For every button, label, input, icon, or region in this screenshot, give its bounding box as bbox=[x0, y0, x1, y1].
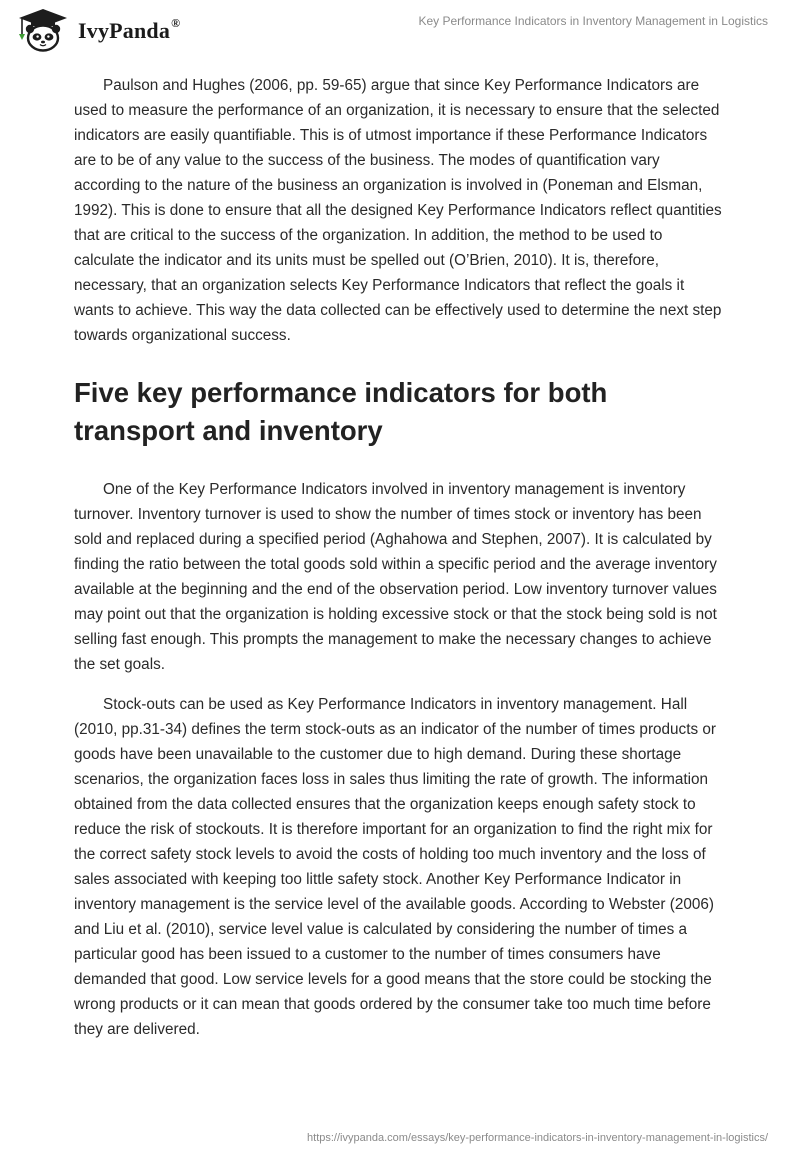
section-heading: Five key performance indicators for both transport and inventory bbox=[74, 377, 608, 446]
document-title: Key Performance Indicators in Inventory Management in Logistics bbox=[418, 14, 768, 28]
source-url[interactable]: https://ivypanda.com/essays/key-performance-indicators-in-inventory-management-in-logistics/ bbox=[307, 1132, 768, 1144]
paragraph-2: One of the Key Performance Indicators involved in inventory management is inventory turnover. Inventory turnover is used to show the number of times stock or inventory has been sold and replaced during a specified period (Aghahowa and Stephen, 2007). It is calculated by finding the ratio between the total goods sold within a specific period and the average inventory available at the beginning and the end of the observation period. Low inventory turnover values may point out that the organization is holding excessive stock or that the stock being sold is not selling fast enough. This prompts the management to make the necessary changes to achieve the set goals. bbox=[74, 481, 717, 673]
brand-name: IvyPanda® bbox=[78, 15, 181, 43]
page-header bbox=[0, 0, 800, 60]
essay-body bbox=[74, 73, 726, 1042]
paragraph-3: Stock-outs can be used as Key Performance Indicators in inventory management. Hall (2010, pp.31-34) defines the term stock-outs as an indicator of the number of times products or goods have been unavailable to the customer due to high demand. During these shortage scenarios, the organization faces loss in sales thus limiting the rate of growth. The information obtained from the data collected ensures that the organization keeps enough safety stock to reduce the risk of stockouts. It is therefore important for an organization to find the right mix for the correct safety stock levels to avoid the costs of holding too much inventory and the loss of sales associated with keeping too little safety stock. Another Key Performance Indicator in inventory management is the service level of the available goods. According to Webster (2006) and Liu et al. (2010), service level value is calculated by considering the number of times a particular good has been issued to a customer to the number of times consumers have demanded that good. Low service levels for a good means that the store could be stocking the wrong products or it can mean that goods ordered by the consumer take too much time before they are delivered. bbox=[74, 696, 716, 1038]
registered-mark: ® bbox=[171, 15, 181, 30]
panda-graduate-icon bbox=[14, 7, 72, 53]
brand-logo[interactable] bbox=[14, 7, 180, 53]
paragraph-1: Paulson and Hughes (2006, pp. 59-65) argue that since Key Performance Indicators are used to measure the performance of an organization, it is necessary to ensure that the selected indicators are easily quantifiable. This is of utmost importance if these Performance Indicators are to be of any value to the success of the business. The modes of quantification vary according to the nature of the business an organization is involved in (Poneman and Elsman, 1992). This is done to ensure that all the designed Key Performance Indicators reflect quantities that are critical to the success of the organization. In addition, the method to be used to calculate the indicator and its units must be spelled out (O’Brien, 2010). It is, therefore, necessary, that an organization selects Key Performance Indicators that reflect the goals it wants to achieve. This way the data collected can be effectively used to determine the next step towards organizational success. bbox=[74, 77, 722, 344]
